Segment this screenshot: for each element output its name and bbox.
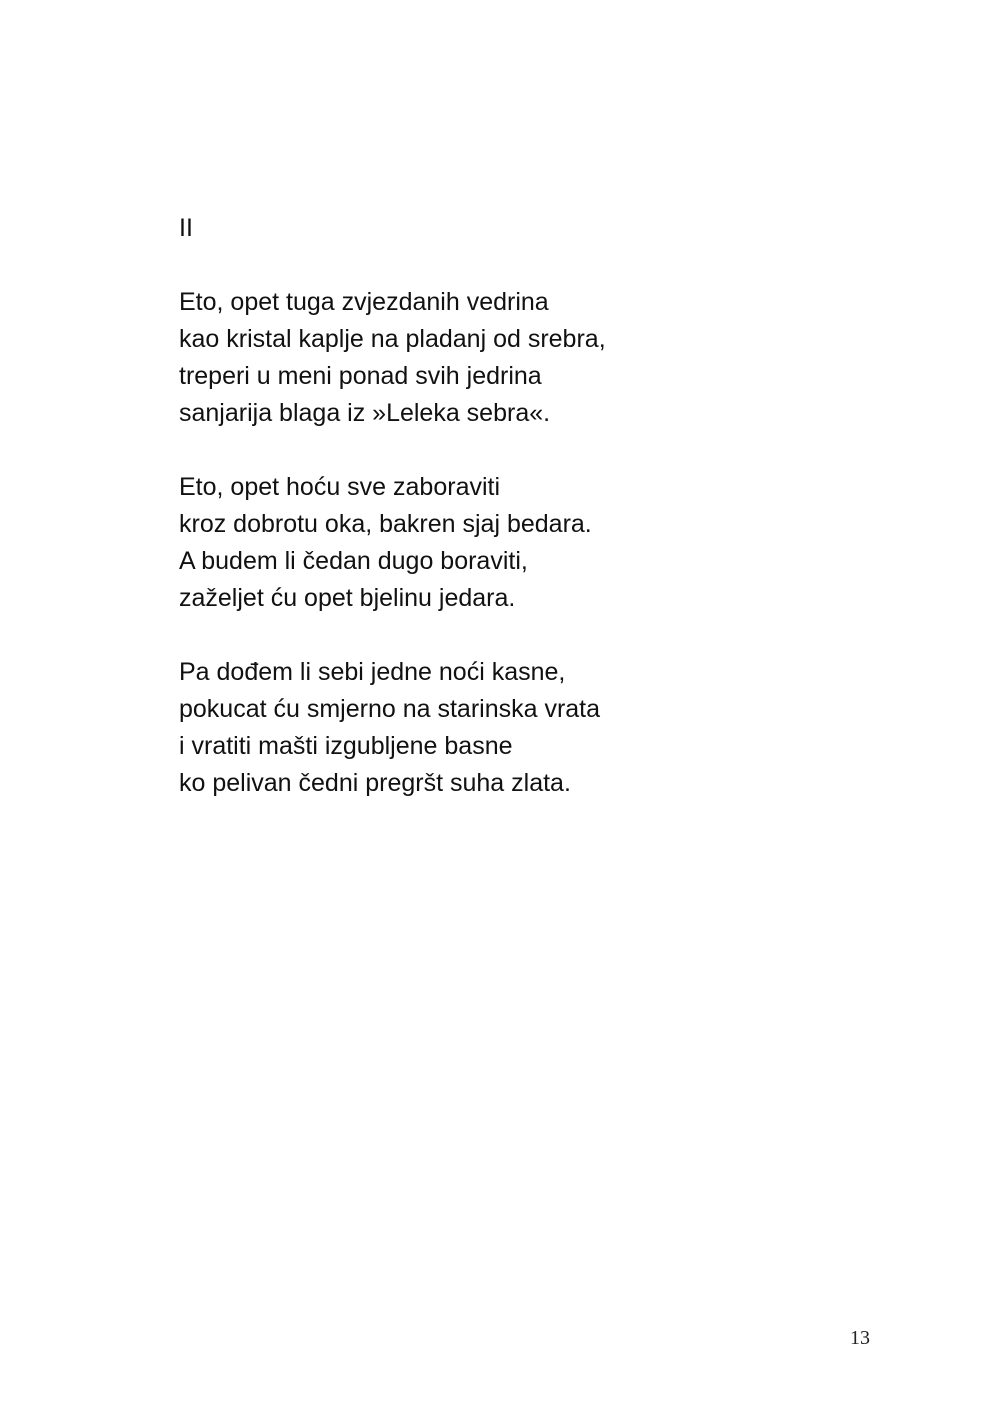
stanza-3: [179, 654, 819, 802]
poem-line: kao kristal kaplje na pladanj od srebra,: [179, 325, 606, 353]
poem-line: Eto, opet hoću sve zaboraviti: [179, 473, 501, 501]
poem-line: kroz dobrotu oka, bakren sjaj bedara.: [179, 510, 592, 538]
poem-line: A budem li čedan dugo boraviti,: [179, 547, 528, 575]
stanza-2: [179, 469, 819, 617]
section-number: II: [179, 214, 193, 242]
poem-line: Pa dođem li sebi jedne noći kasne,: [179, 658, 566, 686]
poem-line: treperi u meni ponad svih jedrina: [179, 362, 542, 390]
poem-line: sanjarija blaga iz »Leleka sebra«.: [179, 399, 551, 427]
poem-line: Eto, opet tuga zvjezdanih vedrina: [179, 288, 549, 316]
poem-line: zaželjet ću opet bjelinu jedara.: [179, 584, 516, 612]
poem: [179, 210, 819, 839]
poem-line: ko pelivan čedni pregršt suha zlata.: [179, 769, 571, 797]
poem-line: pokucat ću smjerno na starinska vrata: [179, 695, 601, 723]
page-number: 13: [850, 1327, 870, 1349]
poem-line: i vratiti mašti izgubljene basne: [179, 732, 513, 760]
stanza-1: [179, 284, 819, 432]
